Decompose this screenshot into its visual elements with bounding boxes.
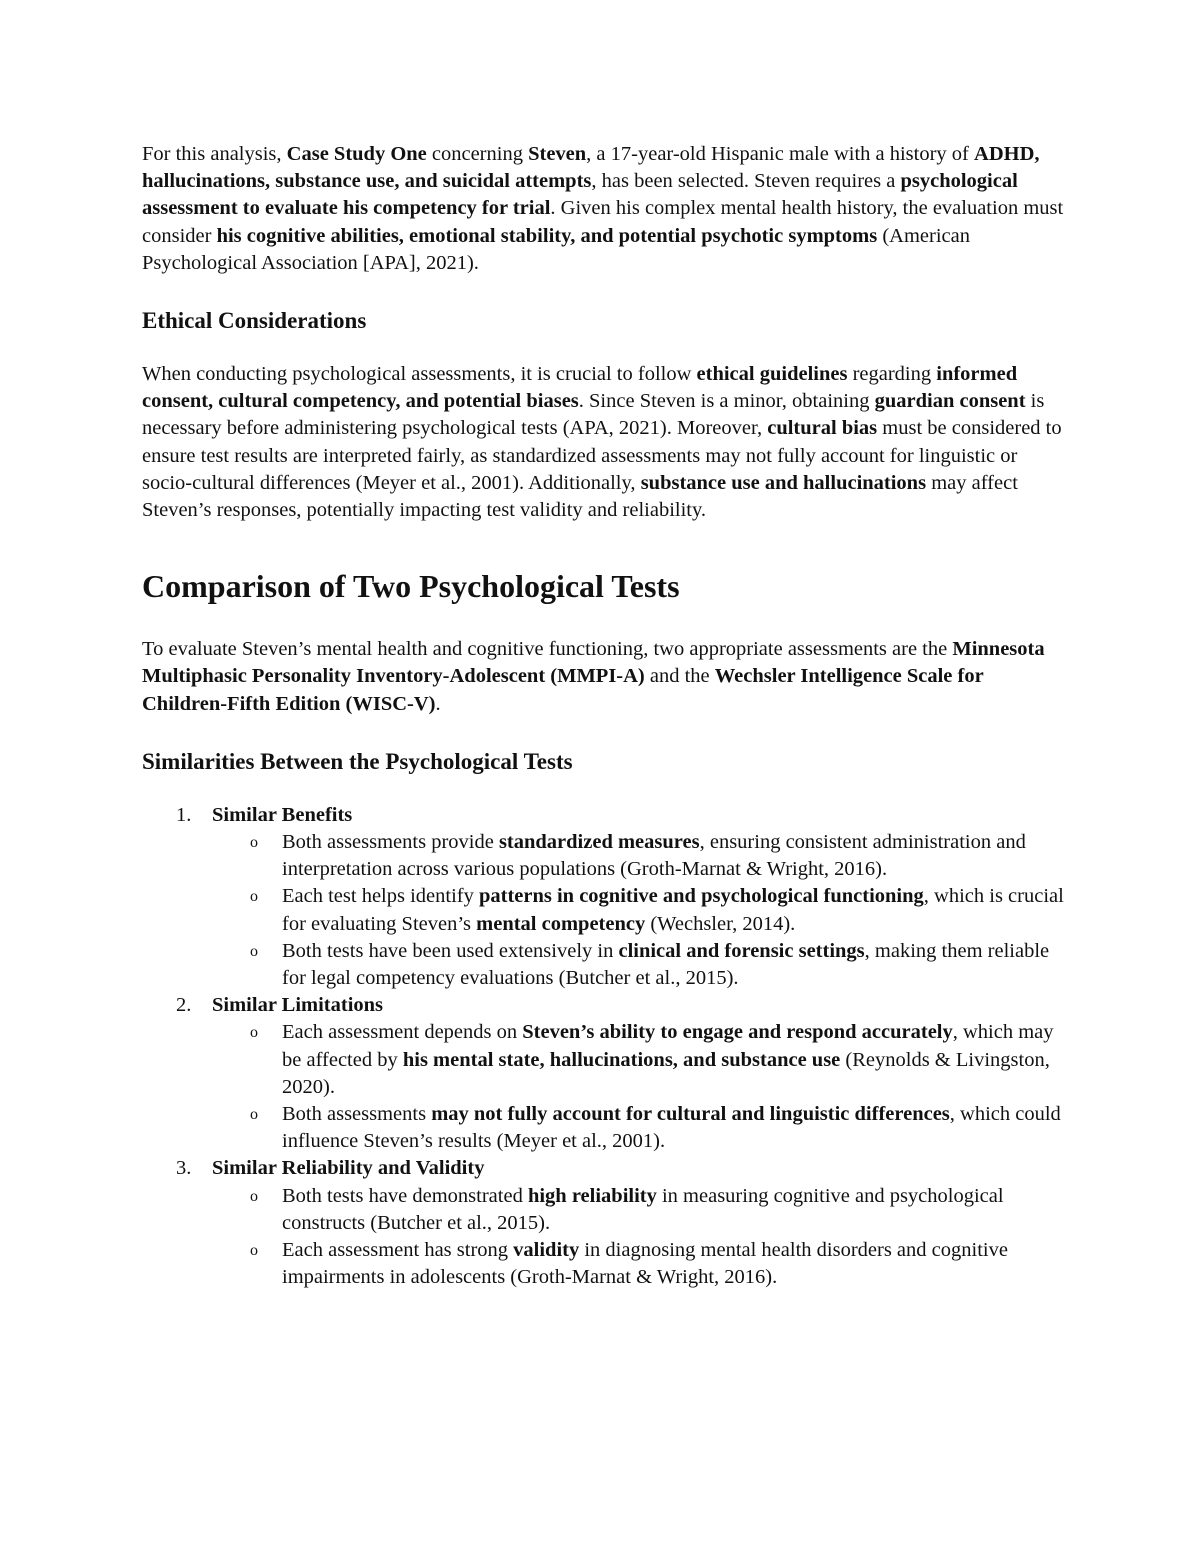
comparison-bold: Wechsler Intelligence Scale for Children-Fifth Edition (WISC-V) bbox=[142, 665, 984, 715]
hollow-bullet-icon: o bbox=[250, 888, 258, 906]
bullet-text: Each assessment has strong bbox=[282, 1239, 514, 1262]
sub-list-item bbox=[212, 1019, 1067, 1101]
sub-list bbox=[212, 829, 1067, 992]
hollow-bullet-icon: o bbox=[250, 1106, 258, 1124]
intro-text: concerning bbox=[426, 143, 529, 165]
hollow-bullet-icon: o bbox=[250, 1024, 258, 1042]
comparison-paragraph bbox=[142, 636, 1067, 718]
hollow-bullet-icon: o bbox=[250, 834, 258, 852]
sub-list bbox=[212, 1183, 1067, 1292]
ethical-bold: substance use and hallucinations bbox=[640, 471, 927, 494]
bullet-bold: high reliability bbox=[527, 1184, 657, 1207]
list-item-title: Similar Reliability and Validity bbox=[212, 1157, 485, 1180]
bullet-bold: mental competency bbox=[476, 912, 646, 935]
bullet-text: in diagnosing mental health disorders and cognitive impairments in adolescents (Groth-Marnat & Wright, 2016). bbox=[282, 1239, 1008, 1289]
ethical-text: When conducting psychological assessments, it is crucial to follow bbox=[142, 363, 697, 386]
ethical-text: must be considered to ensure test results are interpreted fairly, as standardized assessments may not fully account for linguistic or socio-cultural differences (Meyer et al., 2001). Additionally, bbox=[142, 417, 1062, 494]
list-number: 1. bbox=[176, 803, 192, 826]
bullet-text: (Wechsler, 2014). bbox=[645, 912, 796, 935]
bullet-text: (Reynolds & Livingston, 2020). bbox=[282, 1048, 1050, 1098]
bullet-bold: patterns in cognitive and psychological functioning bbox=[478, 885, 924, 908]
sub-list-item bbox=[212, 829, 1067, 883]
list-item-title: Similar Limitations bbox=[212, 994, 384, 1017]
ethical-text: . Since Steven is a minor, obtaining bbox=[578, 390, 875, 413]
comparison-heading: Comparison of Two Psychological Tests bbox=[142, 568, 680, 605]
ethical-bold: ethical guidelines bbox=[696, 363, 848, 386]
comparison-text: To evaluate Steven’s mental health and cognitive functioning, two appropriate assessments are the bbox=[142, 638, 953, 661]
ethical-bold: cultural bias bbox=[767, 417, 878, 440]
intro-text: (American Psychological Association [APA], 2021). bbox=[142, 224, 970, 274]
bullet-bold: his mental state, hallucinations, and substance use bbox=[402, 1048, 841, 1071]
list-item-similar-benefits bbox=[142, 802, 1067, 992]
sub-list-item bbox=[212, 1237, 1067, 1291]
bullet-text: Each assessment depends on bbox=[282, 1021, 523, 1044]
ethical-text: may affect Steven’s responses, potentially impacting test validity and reliability. bbox=[142, 471, 1018, 522]
document-body bbox=[142, 141, 1067, 1292]
bullet-text: , which may be affected by bbox=[282, 1021, 1054, 1071]
ethical-text: is necessary before administering psychological tests (APA, 2021). Moreover, bbox=[142, 390, 1045, 440]
bullet-text: Each test helps identify bbox=[282, 885, 479, 908]
intro-text: , has been selected. Steven requires a bbox=[591, 170, 901, 193]
list-number: 2. bbox=[176, 994, 192, 1017]
sub-list-item bbox=[212, 1183, 1067, 1237]
bullet-bold: Steven’s ability to engage and respond accurately bbox=[522, 1021, 953, 1044]
sub-list-item bbox=[212, 938, 1067, 992]
sub-list bbox=[212, 1019, 1067, 1155]
sub-list-item bbox=[212, 1101, 1067, 1155]
bullet-text: , ensuring consistent administration and interpretation across various populations (Groth-Marnat & Wright, 2016). bbox=[282, 831, 1026, 881]
hollow-bullet-icon: o bbox=[250, 942, 258, 960]
bullet-text: Both assessments provide bbox=[282, 831, 499, 854]
intro-bold: his cognitive abilities, emotional stability, and potential psychotic symptoms bbox=[216, 224, 878, 247]
intro-text: . Given his complex mental health history, the evaluation must consider bbox=[142, 197, 1064, 247]
bullet-text: , which could influence Steven’s results (Meyer et al., 2001). bbox=[282, 1103, 1061, 1153]
hollow-bullet-icon: o bbox=[250, 1242, 258, 1260]
list-item-title: Similar Benefits bbox=[212, 803, 353, 826]
bullet-text: , which is crucial for evaluating Steven’s bbox=[282, 885, 1064, 935]
intro-paragraph bbox=[142, 141, 1067, 277]
bullet-text: Both assessments bbox=[282, 1103, 432, 1126]
comparison-text: . bbox=[435, 692, 441, 715]
bullet-bold: may not fully account for cultural and linguistic differences bbox=[431, 1103, 950, 1126]
intro-bold: Steven bbox=[528, 143, 587, 165]
sub-list-item bbox=[212, 883, 1067, 937]
bullet-text: Both tests have been used extensively in bbox=[282, 939, 619, 962]
bullet-bold: validity bbox=[513, 1239, 580, 1262]
bullet-text: in measuring cognitive and psychological constructs (Butcher et al., 2015). bbox=[282, 1184, 1004, 1234]
bullet-text: Both tests have demonstrated bbox=[282, 1184, 528, 1207]
comparison-text: and the bbox=[644, 665, 715, 688]
intro-bold: ADHD, hallucinations, substance use, and suicidal attempts bbox=[142, 143, 1040, 193]
ethical-paragraph bbox=[142, 361, 1067, 524]
intro-bold: psychological assessment to evaluate his competency for trial bbox=[142, 170, 1018, 220]
bullet-bold: clinical and forensic settings bbox=[618, 939, 865, 962]
list-item-similar-reliability-validity bbox=[142, 1155, 1067, 1291]
bullet-bold: standardized measures bbox=[498, 831, 700, 854]
list-number: 3. bbox=[176, 1157, 192, 1180]
intro-text: For this analysis, bbox=[142, 143, 287, 165]
similarities-list bbox=[142, 802, 1067, 1292]
similarities-heading: Similarities Between the Psychological Tests bbox=[142, 748, 573, 774]
list-item-similar-limitations bbox=[142, 992, 1067, 1155]
intro-text: , a 17-year-old Hispanic male with a history of bbox=[586, 143, 975, 165]
ethical-text: regarding bbox=[847, 363, 937, 386]
ethical-bold: informed consent, cultural competency, and potential biases bbox=[142, 363, 1018, 413]
ethical-heading: Ethical Considerations bbox=[142, 308, 367, 334]
ethical-bold: guardian consent bbox=[874, 390, 1026, 413]
bullet-text: , making them reliable for legal competency evaluations (Butcher et al., 2015). bbox=[282, 939, 1050, 990]
intro-bold: Case Study One bbox=[286, 143, 427, 165]
hollow-bullet-icon: o bbox=[250, 1187, 258, 1205]
comparison-bold: Minnesota Multiphasic Personality Inventory-Adolescent (MMPI-A) bbox=[142, 638, 1045, 688]
